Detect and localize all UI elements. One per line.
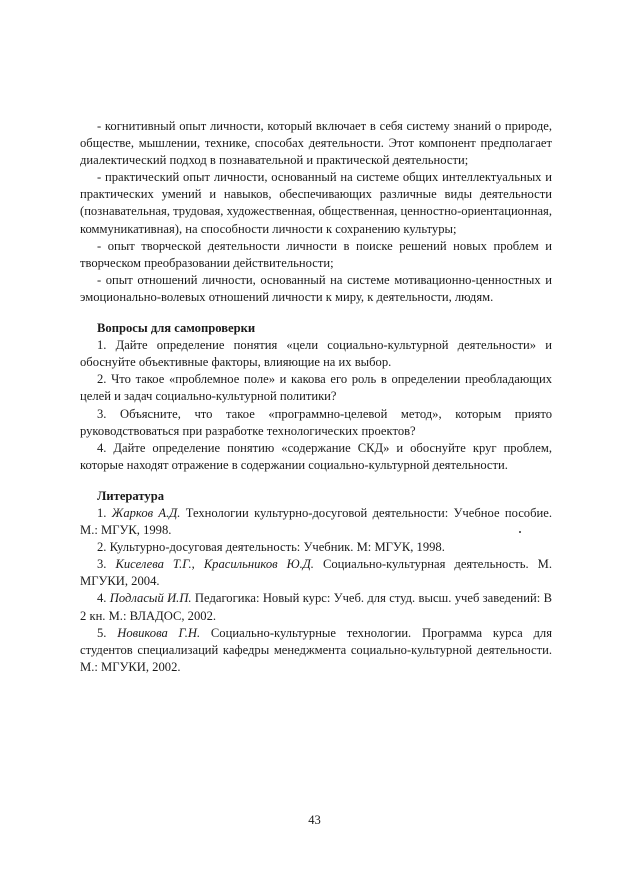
literature-item-author: Новикова Г.Н. <box>117 625 201 640</box>
literature-item-text: Культурно-досуговая деятельность: Учебник. М: МГУК, 1998. <box>109 540 445 555</box>
literature-item <box>80 539 552 556</box>
literature-item-text: Технологии культурно-досуговой деятельности: Учебное пособие. М.: МГУК, 1998. <box>80 505 552 538</box>
literature-item-text: Социально-культурные технологии. Программа курса для студентов специализаций кафедры менеджмента социально-культурной деятельности. М.: МГУКИ, 2002. <box>80 625 552 674</box>
literature-item-number: 5. <box>97 625 107 640</box>
body-paragraph-cognitive: - когнитивный опыт личности, который включает в себя систему знаний о природе, обществе, мышлении, технике, способах деятельности. Этот компонент предполагает диалектический подход в познавательной и практической деятельности; <box>80 119 552 168</box>
literature-heading: Литература <box>97 488 165 503</box>
page-content <box>80 118 552 676</box>
literature-item <box>80 590 552 624</box>
questions-heading: Вопросы для самопроверки <box>97 321 256 336</box>
literature-item-author: Жарков А.Д. <box>111 505 181 520</box>
literature-item-text: Педагогика: Новый курс: Учеб. для студ. высш. учеб заведений: В 2 кн. М.: ВЛАДОС, 2002. <box>80 591 552 623</box>
literature-item <box>80 625 552 676</box>
section-spacer <box>80 474 552 488</box>
literature-item-number: 4. <box>97 591 107 606</box>
literature-item-author: Подласый И.П. <box>109 591 192 606</box>
body-paragraph-practical: - практический опыт личности, основанный на системе общих интеллектуальных и практических умений и навыков, обеспечивающих различные виды деятельности (познавательная, трудовая, художественная, общественная, ценностно-ориентационная, коммуникативная), на способности личности к сохранению культуры; <box>80 170 552 236</box>
scan-speck <box>519 531 521 533</box>
literature-item-number: 2. <box>97 540 107 555</box>
literature-item-number: 3. <box>97 557 107 572</box>
question-item: 2. Что такое «проблемное поле» и какова его роль в определении преобладающих целей и задач социально-культурной политики? <box>80 372 552 404</box>
literature-item-author: Киселева Т.Г., Красильников Ю.Д. <box>115 557 314 572</box>
literature-item <box>80 556 552 590</box>
literature-item-text: Социально-культурная деятельность. М. МГУКИ, 2004. <box>80 557 553 589</box>
literature-item-number: 1. <box>97 505 107 520</box>
body-paragraph-relations: - опыт отношений личности, основанный на системе мотивационно-ценностных и эмоционально-волевых отношений личности к миру, к деятельности, людям. <box>80 272 552 304</box>
question-item: 3. Объясните, что такое «программно-целевой метод», которым приято руководствоваться при разработке технологических проектов? <box>80 406 552 438</box>
literature-item <box>80 505 552 539</box>
section-spacer <box>80 306 552 320</box>
body-paragraph-creative: - опыт творческой деятельности личности в поиске решений новых проблем и творческом преобразовании действительности; <box>80 238 552 270</box>
page-number: 43 <box>308 813 321 827</box>
question-item: 1. Дайте определение понятия «цели социально-культурной деятельности» и обоснуйте объективные факторы, влияющие на их выбор. <box>80 338 552 370</box>
question-item: 4. Дайте определение понятию «содержание СКД» и обоснуйте круг проблем, которые находят отражение в содержании социально-культурной деятельности. <box>80 440 552 472</box>
